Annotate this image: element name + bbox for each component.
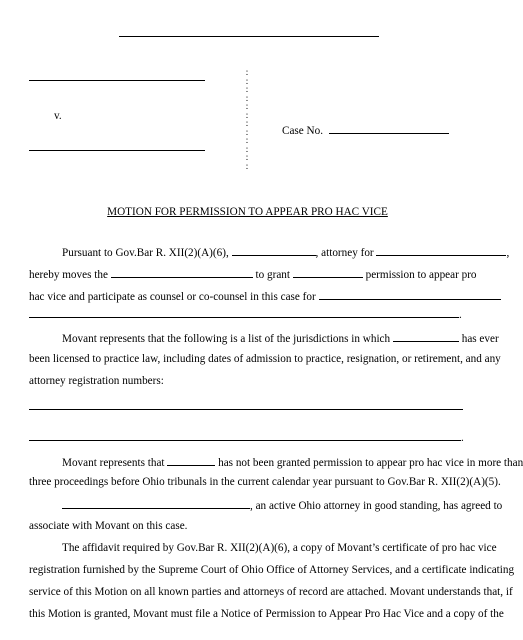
para5-line2: registration furnished by the Supreme Court of Ohio Office of Attorney Services, and a certificate indicating — [29, 564, 515, 576]
ohio-attorney-name-field[interactable] — [62, 497, 250, 509]
case-number-label: Case No. — [282, 125, 324, 137]
para4-line1: , an active Ohio attorney in good standing, has agreed to — [62, 497, 502, 513]
versus-label: v. — [54, 110, 62, 122]
para5-line3: service of this Motion on all known parties and attorneys of record are attached. Movant understands that, if — [29, 586, 513, 598]
para3-line2: three proceedings before Ohio tribunals in the current calendar year pursuant to Gov.Bar R. XII(2)(A)(5). — [29, 476, 501, 488]
applicant-name-field[interactable] — [293, 266, 363, 278]
jurisdictions-field-2[interactable] — [29, 429, 461, 441]
party-represented-field-cont[interactable] — [29, 306, 459, 318]
movant-name-field[interactable] — [232, 244, 316, 256]
para2-line2: been licensed to practice law, including dates of admission to practice, resignation, or retirement, and any — [29, 353, 501, 365]
jurisdictions-field-1[interactable] — [29, 409, 463, 410]
para5-line1: The affidavit required by Gov.Bar R. XII(2)(A)(6), a copy of Movant’s certificate of pro hac vice — [62, 542, 497, 554]
movant-pronoun-field[interactable] — [167, 454, 215, 466]
caption-separator: : : : : : : : : : : : : — [245, 67, 249, 171]
para2-line1: Movant represents that the following is a list of the jurisdictions in which has ever — [62, 330, 499, 346]
tribunal-field[interactable] — [111, 266, 253, 278]
attorney-for-field[interactable] — [376, 244, 506, 256]
case-number-row — [282, 122, 449, 137]
court-name-field[interactable] — [119, 36, 379, 37]
party-represented-field[interactable] — [319, 288, 501, 300]
para4-line2: associate with Movant on this case. — [29, 520, 188, 532]
para1-line1: Pursuant to Gov.Bar R. XII(2)(A)(6), , attorney for , — [62, 244, 509, 260]
document-title: MOTION FOR PERMISSION TO APPEAR PRO HAC VICE — [107, 206, 388, 218]
licensee-name-field[interactable] — [393, 330, 459, 342]
para1-line4: . — [29, 306, 462, 322]
para2-line5: . — [29, 429, 464, 445]
para5-line4: this Motion is granted, Movant must file a Notice of Permission to Appear Pro Hac Vice and a copy of the — [29, 608, 504, 620]
para1-line3: hac vice and participate as counsel or co-counsel in this case for — [29, 288, 501, 304]
para3-line1: Movant represents that has not been granted permission to appear pro hac vice in more than — [62, 454, 523, 470]
case-number-field[interactable] — [329, 122, 449, 134]
para2-line3: attorney registration numbers: — [29, 375, 164, 387]
defendant-name-field[interactable] — [29, 150, 205, 151]
para1-line2: hereby moves the to grant permission to appear pro — [29, 266, 477, 282]
plaintiff-name-field[interactable] — [29, 80, 205, 81]
